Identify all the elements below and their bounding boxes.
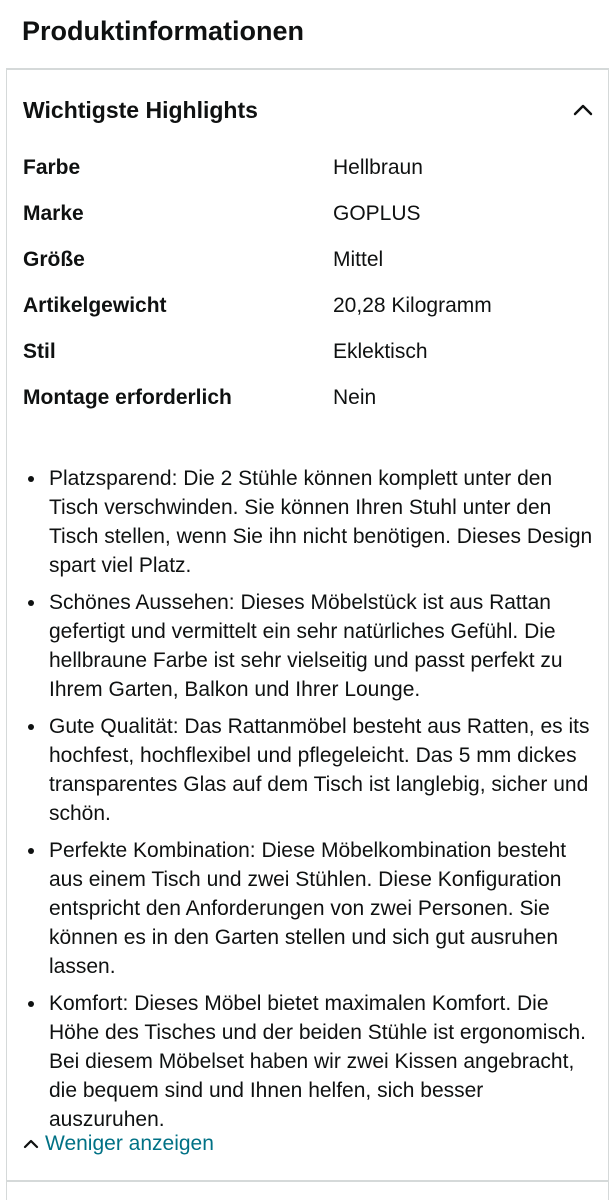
list-item: Gute Qualität: Das Rattanmöbel besteht aus Ratten, es its hochfest, hochflexibel und pflegeleicht. Das 5 mm dickes transparentes Glas auf dem Tisch ist langlebig, sicher und schön. — [23, 712, 594, 828]
spec-value: Nein — [333, 386, 377, 409]
spec-key: Größe — [23, 248, 85, 271]
spec-row — [23, 292, 583, 338]
spec-table — [23, 154, 583, 430]
list-item: Perfekte Kombination: Diese Möbelkombination besteht aus einem Tisch und zwei Stühlen. Diese Konfiguration entspricht den Anforderungen von zwei Personen. Sie können es in den Garten stellen und sich gut ausruhen lassen. — [23, 836, 594, 981]
spec-row — [23, 154, 583, 200]
spec-value: GOPLUS — [333, 202, 421, 225]
spec-key: Artikelgewicht — [23, 294, 167, 317]
spec-row — [23, 384, 583, 430]
chevron-up-icon — [23, 1137, 41, 1151]
spec-value: Eklektisch — [333, 340, 428, 363]
list-item: Schönes Aussehen: Dieses Möbelstück ist aus Rattan gefertigt und vermittelt ein sehr natürliches Gefühl. Die hellbraune Farbe ist sehr vielseitig und passt perfekt zu Ihrem Garten, Balkon und Ihrer Lounge. — [23, 588, 594, 704]
list-item: Platzsparend: Die 2 Stühle können komplett unter den Tisch verschwinden. Sie können Ihren Stuhl unter den Tisch stellen, wenn Sie ihn nicht benötigen. Dieses Design spart viel Platz. — [23, 464, 594, 580]
section-title: Wichtigste Highlights — [23, 97, 258, 123]
spec-row — [23, 200, 583, 246]
highlights-card — [6, 70, 609, 1200]
list-item: Komfort: Dieses Möbel bietet maximalen Komfort. Die Höhe des Tisches und der beiden Stühle ist ergonomisch. Bei diesem Möbelset haben wir zwei Kissen angebracht, die bequem sind und Ihnen helfen, sich besser auszuruhen. — [23, 989, 594, 1134]
chevron-up-icon[interactable] — [572, 99, 594, 121]
page-title: Produktinformationen — [22, 16, 304, 46]
highlights-toggle[interactable] — [23, 92, 594, 128]
spec-value: 20,28 Kilogramm — [333, 294, 492, 317]
divider — [7, 1180, 608, 1182]
spec-key: Stil — [23, 340, 56, 363]
spec-row — [23, 246, 583, 292]
spec-key: Marke — [23, 202, 84, 225]
spec-value: Hellbraun — [333, 156, 423, 179]
spec-value: Mittel — [333, 248, 384, 271]
spec-key: Montage erforderlich — [23, 386, 232, 409]
spec-row — [23, 338, 583, 384]
show-less-label[interactable]: Weniger anzeigen — [45, 1132, 214, 1155]
show-less-link[interactable] — [23, 1130, 214, 1158]
spec-key: Farbe — [23, 156, 81, 179]
feature-bullet-list — [23, 464, 594, 1142]
